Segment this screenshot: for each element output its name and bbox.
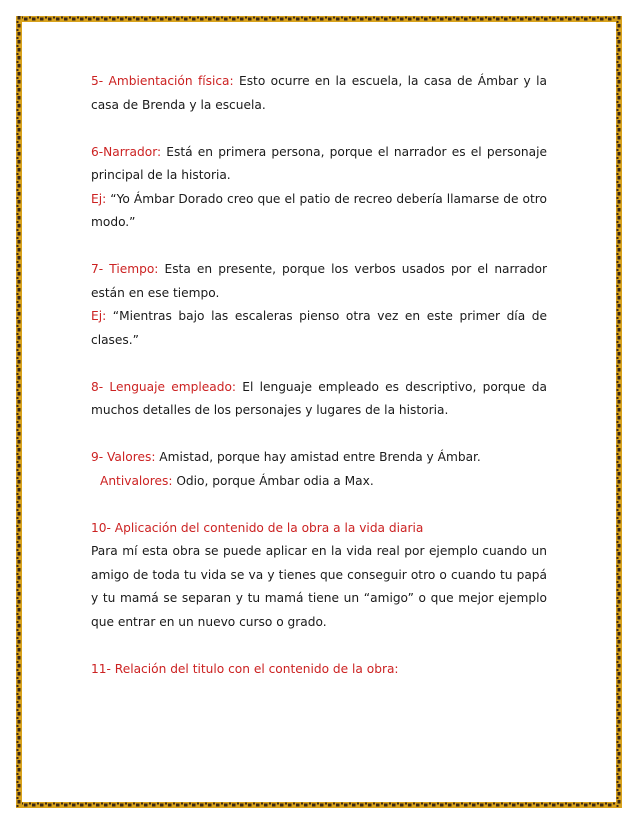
example-text: “Yo Ámbar Dorado creo que el patio de recreo debería llamarse de otro modo.” (91, 191, 547, 229)
example-label: Ej: (91, 191, 107, 206)
example-text: “Mientras bajo las escaleras pienso otra vez en este primer día de clases.” (91, 309, 547, 347)
section-tiempo (91, 258, 547, 305)
example-tiempo (91, 305, 547, 352)
section-relacion-heading: 11- Relación del titulo con el contenido de la obra: (91, 661, 399, 676)
section-text: Odio, porque Ámbar odia a Max. (172, 473, 374, 488)
example-narrador (91, 188, 547, 235)
section-label: 9- Valores: (91, 450, 156, 464)
section-label: 8- Lenguaje empleado: (91, 379, 237, 394)
section-aplicacion-heading: 10- Aplicación del contenido de la obra a la vida diaria (91, 520, 424, 535)
section-label: 6-Narrador: (91, 144, 162, 159)
section-text: Está en primera persona, porque el narrador es el personaje principal de la historia. (91, 144, 547, 182)
section-label: Antivalores: (100, 473, 173, 488)
example-label: Ej: (91, 309, 107, 323)
document-body (91, 70, 547, 681)
section-valores (91, 446, 547, 470)
section-ambientacion (91, 70, 547, 117)
section-lenguaje (91, 376, 547, 423)
section-text: Amistad, porque hay amistad entre Brenda y Ámbar. (155, 450, 481, 464)
section-antivalores (91, 470, 547, 494)
section-aplicacion-text: Para mí esta obra se puede aplicar en la vida real por ejemplo cuando un amigo de toda tu vida se va y tienes que conseguir otro o cuando tu papá y tu mamá se separan y tu mamá tiene un “amigo” o que mejor ejemplo que entrar en un nuevo curso o grado. (91, 544, 547, 629)
section-text: Esto ocurre en la escuela, la casa de Ámbar y la casa de Brenda y la escuela. (91, 74, 547, 112)
section-text: Esta en presente, porque los verbos usados por el narrador están en ese tiempo. (91, 262, 547, 300)
section-narrador (91, 141, 547, 188)
section-label: 5- Ambientación física: (91, 74, 234, 88)
section-label: 7- Tiempo: (91, 262, 159, 276)
section-text: El lenguaje empleado es descriptivo, porque da muchos detalles de los personajes y lugares de la historia. (91, 379, 547, 417)
